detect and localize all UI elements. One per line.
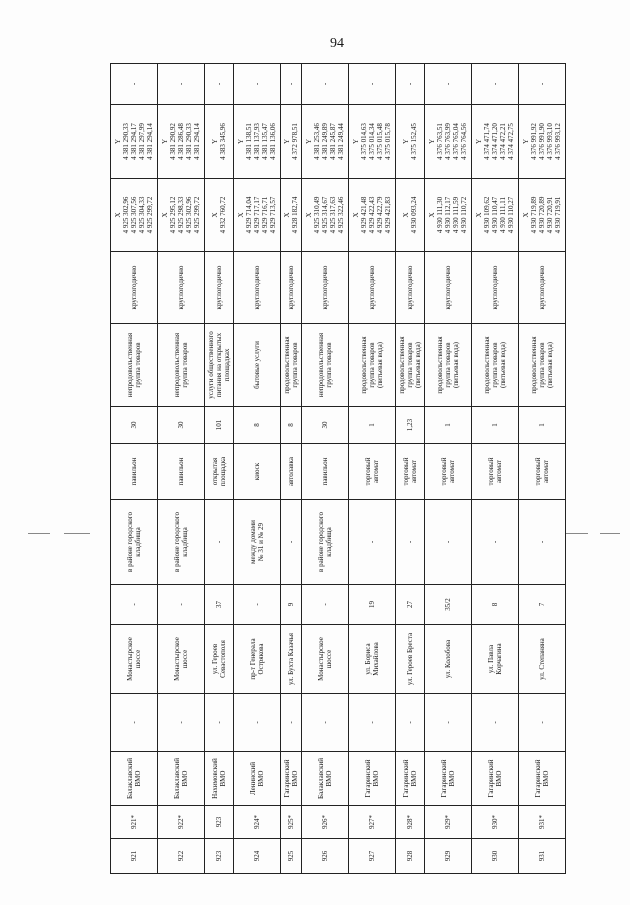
street-cell: ул. Степаняна bbox=[518, 625, 565, 694]
area-cell: 1 bbox=[472, 407, 519, 444]
table-row bbox=[425, 64, 472, 874]
specialization-cell: непродовольственная группа товаров bbox=[111, 324, 158, 407]
coordinate-y-cell: Y 4 376 763,51 4 376 763,99 4 376 765,04 4 376 764,56 bbox=[425, 105, 472, 179]
landmark-cell: - bbox=[472, 500, 519, 585]
settlement-cell: - bbox=[301, 694, 348, 752]
area-cell: 30 bbox=[157, 407, 204, 444]
coordinate-y-cell: Y 4 383 345,96 bbox=[204, 105, 233, 179]
period-cell: круглогодично bbox=[301, 252, 348, 324]
table-row bbox=[281, 64, 302, 874]
coordinate-x-cell: X 4 930 093,24 bbox=[395, 179, 424, 252]
object-type-cell: открытая площадка bbox=[204, 444, 233, 500]
district-cell: Балаклавский ВМО bbox=[301, 752, 348, 806]
scheme-number-cell: 926* bbox=[301, 806, 348, 839]
settlement-cell: - bbox=[281, 694, 302, 752]
settlement-cell: - bbox=[348, 694, 395, 752]
specialization-cell: непродовольственная группа товаров bbox=[157, 324, 204, 407]
house-number-cell: - bbox=[157, 585, 204, 625]
note-cell: - bbox=[157, 64, 204, 105]
street-cell: ул. Павла Корчагина bbox=[472, 625, 519, 694]
scheme-number-cell: 921* bbox=[111, 806, 158, 839]
row-number-cell: 931 bbox=[518, 839, 565, 874]
area-cell: 1,23 bbox=[395, 407, 424, 444]
district-cell: Гагаринский ВМО bbox=[518, 752, 565, 806]
note-cell: - bbox=[111, 64, 158, 105]
note-cell: - bbox=[395, 64, 424, 105]
table-row bbox=[518, 64, 565, 874]
coordinate-y-cell: Y 4 381 253,46 4 381 249,89 4 381 245,87 4 381 249,44 bbox=[301, 105, 348, 179]
period-cell: круглогодично bbox=[425, 252, 472, 324]
district-cell: Нахимовский ВМО bbox=[204, 752, 233, 806]
table-row bbox=[348, 64, 395, 874]
period-cell: круглогодично bbox=[157, 252, 204, 324]
row-number-cell: 928 bbox=[395, 839, 424, 874]
scheme-number-cell: 929* bbox=[425, 806, 472, 839]
district-cell: Ленинский ВМО bbox=[234, 752, 281, 806]
landmark-cell: - bbox=[395, 500, 424, 585]
coordinate-y-cell: Y 4 381 138,51 4 381 137,93 4 381 135,47 4 381 136,06 bbox=[234, 105, 281, 179]
scheme-number-cell: 924* bbox=[234, 806, 281, 839]
note-cell: - bbox=[348, 64, 395, 105]
period-cell: круглогодично bbox=[204, 252, 233, 324]
table-row bbox=[395, 64, 424, 874]
street-cell: ул. Колобова bbox=[425, 625, 472, 694]
coordinate-y-cell: Y 4 381 290,92 4 381 286,48 4 381 290,33 4 381 294,14 bbox=[157, 105, 204, 179]
street-cell: Монастырское шоссе bbox=[301, 625, 348, 694]
specialization-cell: продовольственная группа товаров (питьевая вода) bbox=[425, 324, 472, 407]
area-cell: 8 bbox=[234, 407, 281, 444]
row-number-cell: 929 bbox=[425, 839, 472, 874]
specialization-cell: продовольственная группа товаров (питьевая вода) bbox=[472, 324, 519, 407]
coordinate-y-cell: Y 4 375 014,63 4 375 014,34 4 375 015,48 4 375 015,78 bbox=[348, 105, 395, 179]
landmark-cell: в районе городского кладбища bbox=[111, 500, 158, 585]
street-cell: пр-т Генерала Острякова bbox=[234, 625, 281, 694]
margin-mark bbox=[566, 533, 588, 534]
period-cell: круглогодично bbox=[348, 252, 395, 324]
note-cell: - bbox=[425, 64, 472, 105]
coordinate-x-cell: X 4 930 109,62 4 930 110,47 4 930 111,11 4 930 110,27 bbox=[472, 179, 519, 252]
area-cell: 8 bbox=[281, 407, 302, 444]
street-cell: ул. Бухта Казачья bbox=[281, 625, 302, 694]
object-type-cell: киоск bbox=[234, 444, 281, 500]
street-cell: ул. Героев Севастополя bbox=[204, 625, 233, 694]
landmark-cell: в районе городского кладбища bbox=[157, 500, 204, 585]
scheme-number-cell: 928* bbox=[395, 806, 424, 839]
coordinate-x-cell: X 4 929 421,48 4 929 422,43 4 929 422,79 4 929 421,83 bbox=[348, 179, 395, 252]
settlement-cell: - bbox=[472, 694, 519, 752]
house-number-cell: 37 bbox=[204, 585, 233, 625]
row-number-cell: 927 bbox=[348, 839, 395, 874]
scheme-number-cell: 931* bbox=[518, 806, 565, 839]
street-cell: ул. Героев Бреста bbox=[395, 625, 424, 694]
period-cell: круглогодично bbox=[234, 252, 281, 324]
area-cell: 30 bbox=[301, 407, 348, 444]
table-row bbox=[111, 64, 158, 874]
house-number-cell: 7 bbox=[518, 585, 565, 625]
row-number-cell: 923 bbox=[204, 839, 233, 874]
object-type-cell: торговый автомат bbox=[472, 444, 519, 500]
note-cell: - bbox=[204, 64, 233, 105]
table-row bbox=[234, 64, 281, 874]
margin-mark bbox=[28, 533, 50, 534]
landmark-cell: между домами № 31 и № 29 bbox=[234, 500, 281, 585]
period-cell: круглогодично bbox=[281, 252, 302, 324]
table-row bbox=[301, 64, 348, 874]
coordinate-y-cell: Y 4 381 290,33 4 381 294,17 4 381 297,99 4 381 294,14 bbox=[111, 105, 158, 179]
row-number-cell: 924 bbox=[234, 839, 281, 874]
object-type-cell: торговый автомат bbox=[425, 444, 472, 500]
coordinate-x-cell: X 4 925 302,96 4 925 307,56 4 925 304,33 4 925 299,72 bbox=[111, 179, 158, 252]
coordinate-x-cell: X 4 925 295,12 4 925 298,33 4 925 302,96 4 925 299,72 bbox=[157, 179, 204, 252]
placement-scheme-table bbox=[110, 63, 566, 874]
note-cell: - bbox=[281, 64, 302, 105]
table-row bbox=[204, 64, 233, 874]
specialization-cell: услуги общественного питания на открытых площадках bbox=[204, 324, 233, 407]
row-number-cell: 926 bbox=[301, 839, 348, 874]
settlement-cell: - bbox=[204, 694, 233, 752]
district-cell: Гагаринский ВМО bbox=[472, 752, 519, 806]
object-type-cell: торговый автомат bbox=[348, 444, 395, 500]
specialization-cell: продовольственная группа товаров (питьевая вода) bbox=[518, 324, 565, 407]
settlement-cell: - bbox=[157, 694, 204, 752]
object-type-cell: павильон bbox=[157, 444, 204, 500]
landmark-cell: - bbox=[348, 500, 395, 585]
area-cell: 30 bbox=[111, 407, 158, 444]
house-number-cell: 27 bbox=[395, 585, 424, 625]
street-cell: Монастырское шоссе bbox=[111, 625, 158, 694]
area-cell: 1 bbox=[348, 407, 395, 444]
margin-mark bbox=[600, 533, 620, 534]
coordinate-y-cell: Y 4 374 471,74 4 374 471,20 4 374 472,21 4 374 472,75 bbox=[472, 105, 519, 179]
district-cell: Балаклавский ВМО bbox=[157, 752, 204, 806]
specialization-cell: продовольственная группа товаров (питьевая вода) bbox=[348, 324, 395, 407]
district-cell: Гагаринский ВМО bbox=[348, 752, 395, 806]
coordinate-x-cell: X 4 930 719,89 4 930 720,89 4 930 720,91 4 930 719,91 bbox=[518, 179, 565, 252]
row-number-cell: 930 bbox=[472, 839, 519, 874]
object-type-cell: торговый автомат bbox=[518, 444, 565, 500]
house-number-cell: 19 bbox=[348, 585, 395, 625]
street-cell: ул. Бориса Михайлова bbox=[348, 625, 395, 694]
coordinate-x-cell: X 4 929 714,04 4 929 717,17 4 929 716,71 4 929 713,57 bbox=[234, 179, 281, 252]
coordinate-x-cell: X 4 932 760,72 bbox=[204, 179, 233, 252]
object-type-cell: павильон bbox=[111, 444, 158, 500]
object-type-cell: павильон bbox=[301, 444, 348, 500]
settlement-cell: - bbox=[518, 694, 565, 752]
scheme-number-cell: 923 bbox=[204, 806, 233, 839]
area-cell: 1 bbox=[518, 407, 565, 444]
coordinate-x-cell: X 4 930 111,30 4 930 112,17 4 930 111,59 4 930 110,72 bbox=[425, 179, 472, 252]
table-row bbox=[157, 64, 204, 874]
district-cell: Балаклавский ВМО bbox=[111, 752, 158, 806]
object-type-cell: торговый автомат bbox=[395, 444, 424, 500]
note-cell: - bbox=[518, 64, 565, 105]
specialization-cell: непродовольственная группа товаров bbox=[301, 324, 348, 407]
row-number-cell: 925 bbox=[281, 839, 302, 874]
period-cell: круглогодично bbox=[111, 252, 158, 324]
margin-mark bbox=[64, 533, 90, 534]
row-number-cell: 921 bbox=[111, 839, 158, 874]
note-cell: - bbox=[472, 64, 519, 105]
settlement-cell: - bbox=[395, 694, 424, 752]
area-cell: 101 bbox=[204, 407, 233, 444]
row-number-cell: 922 bbox=[157, 839, 204, 874]
scheme-number-cell: 925* bbox=[281, 806, 302, 839]
district-cell: Гагаринский ВМО bbox=[425, 752, 472, 806]
settlement-cell: - bbox=[111, 694, 158, 752]
period-cell: круглогодично bbox=[395, 252, 424, 324]
house-number-cell: 8 bbox=[472, 585, 519, 625]
landmark-cell: - bbox=[518, 500, 565, 585]
district-cell: Гагаринский ВМО bbox=[395, 752, 424, 806]
scheme-number-cell: 927* bbox=[348, 806, 395, 839]
house-number-cell: - bbox=[234, 585, 281, 625]
coordinate-x-cell: X 4 925 310,49 4 925 314,67 4 925 317,63 4 925 322,46 bbox=[301, 179, 348, 252]
house-number-cell: 35/2 bbox=[425, 585, 472, 625]
coordinate-y-cell: Y 4 375 152,45 bbox=[395, 105, 424, 179]
landmark-cell: - bbox=[204, 500, 233, 585]
landmark-cell: в районе городского кладбища bbox=[301, 500, 348, 585]
landmark-cell: - bbox=[281, 500, 302, 585]
table-row bbox=[472, 64, 519, 874]
rotated-table-container bbox=[110, 64, 566, 874]
specialization-cell: продовольственная группа товаров (питьевая вода) bbox=[395, 324, 424, 407]
specialization-cell: продовольственная группа товаров bbox=[281, 324, 302, 407]
area-cell: 1 bbox=[425, 407, 472, 444]
period-cell: круглогодично bbox=[518, 252, 565, 324]
coordinate-y-cell: Y 4 372 978,51 bbox=[281, 105, 302, 179]
house-number-cell: - bbox=[111, 585, 158, 625]
house-number-cell: 9 bbox=[281, 585, 302, 625]
note-cell: - bbox=[301, 64, 348, 105]
district-cell: Гагаринский ВМО bbox=[281, 752, 302, 806]
street-cell: Монастырское шоссе bbox=[157, 625, 204, 694]
note-cell: - bbox=[234, 64, 281, 105]
period-cell: круглогодично bbox=[472, 252, 519, 324]
settlement-cell: - bbox=[234, 694, 281, 752]
scheme-number-cell: 922* bbox=[157, 806, 204, 839]
settlement-cell: - bbox=[425, 694, 472, 752]
specialization-cell: бытовые услуги bbox=[234, 324, 281, 407]
object-type-cell: автолавка bbox=[281, 444, 302, 500]
page-number: 94 bbox=[330, 36, 344, 51]
coordinate-x-cell: X 4 928 182,74 bbox=[281, 179, 302, 252]
scheme-number-cell: 930* bbox=[472, 806, 519, 839]
landmark-cell: - bbox=[425, 500, 472, 585]
coordinate-y-cell: Y 4 376 991,92 4 376 991,90 4 376 993,10 4 376 993,12 bbox=[518, 105, 565, 179]
house-number-cell: - bbox=[301, 585, 348, 625]
